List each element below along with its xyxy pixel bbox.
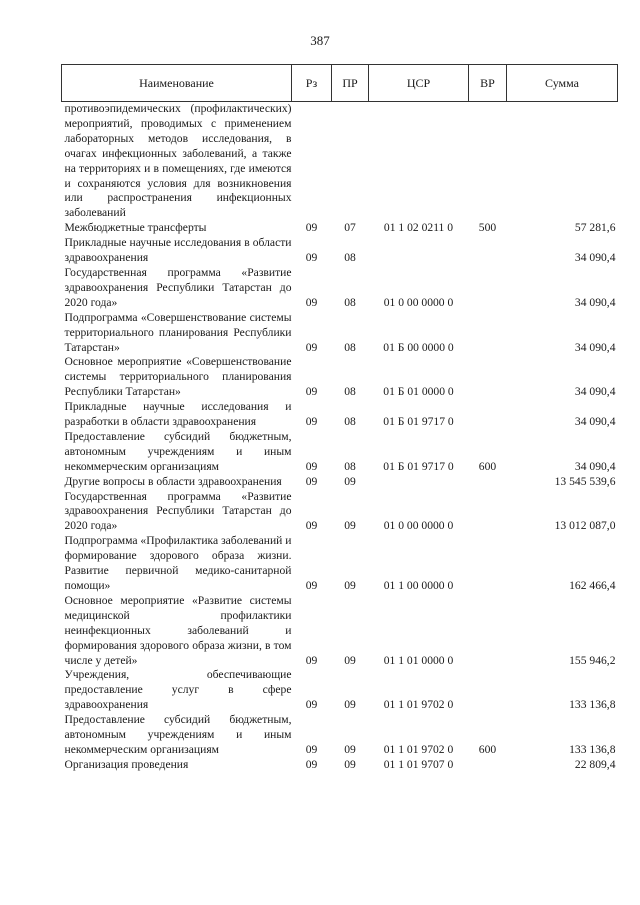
row-sum: 22 809,4: [574, 757, 616, 771]
row-csr: 01 Б 00 0000 0: [383, 340, 454, 354]
row-pr: 09: [344, 579, 356, 592]
row-rz: 09: [305, 742, 318, 756]
row-sum: 13 545 539,6: [554, 474, 616, 488]
row-name: Подпрограмма «Совершенствование системы территориального планирования Республики Татарстан»: [64, 310, 292, 354]
row-pr: 09: [344, 698, 356, 712]
row-name: Основное мероприятие «Совершенствование системы территориального планирования Республики Татарстан»: [64, 355, 292, 399]
row-vr: [469, 534, 507, 594]
row-rz: 09: [305, 698, 318, 712]
row-vr: [469, 668, 507, 713]
table-row: [62, 430, 618, 475]
table-row: [62, 713, 618, 758]
row-name: противоэпидемических (профилактических) мероприятий, проводимых с применением лабораторных методов исследования, в очагах инфекционных заболеваний, а также на территориях и в помещениях, где имеются и сохраняются условия для возникновения или распространения инфекционных заболеваний: [64, 102, 292, 220]
row-rz: [292, 102, 332, 222]
row-vr: [469, 355, 507, 400]
row-rz: 09: [305, 340, 318, 354]
row-pr: 09: [344, 742, 356, 756]
table-row: [62, 594, 618, 669]
row-sum: [507, 102, 618, 222]
row-rz: 09: [305, 295, 318, 309]
row-sum: 155 946,2: [569, 653, 616, 667]
row-name: Организация проведения: [64, 757, 189, 771]
row-rz: 09: [305, 251, 318, 265]
row-rz: 09: [305, 474, 318, 488]
table-row: [62, 236, 618, 266]
row-sum: 133 136,8: [569, 698, 616, 712]
row-vr: 600: [478, 742, 497, 756]
table-row: [62, 102, 618, 222]
row-name: Государственная программа «Развитие здравоохранения Республики Татарстан до 2020 года»: [64, 265, 292, 309]
row-pr: 08: [344, 251, 356, 265]
table-row: [62, 490, 618, 535]
row-vr: 500: [478, 221, 497, 235]
row-sum: 133 136,8: [569, 742, 616, 756]
row-csr: 01 Б 01 9717 0: [383, 415, 454, 429]
row-csr: 01 0 00 0000 0: [383, 295, 454, 309]
row-csr: [369, 475, 469, 490]
header-sum: Сумма: [507, 65, 618, 102]
header-rz: Рз: [292, 65, 332, 102]
table-body: [62, 102, 618, 773]
row-csr: 01 1 00 0000 0: [383, 579, 454, 592]
row-name: Государственная программа «Развитие здравоохранения Республики Татарстан до 2020 года»: [64, 489, 292, 533]
row-rz: 09: [305, 653, 318, 667]
row-csr: 01 1 01 9702 0: [383, 698, 454, 712]
row-csr: 01 1 01 9702 0: [383, 742, 454, 756]
row-name: Прикладные научные исследования и разработки в области здравоохранения: [64, 400, 292, 429]
row-vr: [469, 758, 507, 773]
row-csr: 01 Б 01 9717 0: [383, 459, 454, 473]
row-vr: [469, 490, 507, 535]
table-row: [62, 311, 618, 356]
table-row: [62, 534, 618, 594]
row-rz: 09: [305, 385, 318, 399]
row-name: Другие вопросы в области здравоохранения: [64, 474, 282, 488]
row-csr: 01 0 00 0000 0: [383, 519, 454, 533]
row-rz: 09: [305, 519, 318, 533]
row-sum: 34 090,4: [574, 459, 616, 473]
table-row: [62, 400, 618, 430]
row-name: Подпрограмма «Профилактика заболеваний и формирование здорового образа жизни. Развитие первичной медико-санитарной помощи»: [64, 534, 292, 592]
header-vr: ВР: [469, 65, 507, 102]
row-vr: [469, 400, 507, 430]
row-rz: 09: [305, 221, 318, 235]
row-vr: [469, 311, 507, 356]
row-vr: [469, 475, 507, 490]
table-row: [62, 221, 618, 236]
row-sum: 34 090,4: [574, 251, 616, 265]
row-csr: 01 1 01 0000 0: [383, 653, 454, 667]
row-name: Основное мероприятие «Развитие системы медицинской профилактики неинфекционных заболеваний и формирования здорового образа жизни, в том числе у детей»: [64, 593, 292, 667]
row-pr: 08: [344, 340, 356, 354]
row-sum: 162 466,4: [569, 579, 616, 592]
row-vr: [469, 266, 507, 311]
table-row: [62, 355, 618, 400]
row-sum: 13 012 087,0: [554, 519, 616, 533]
row-csr: 01 1 01 9707 0: [383, 757, 454, 771]
row-name: Предоставление субсидий бюджетным, автономным учреждениям и иным некоммерческим организациям: [64, 429, 292, 473]
row-csr: [369, 236, 469, 266]
row-rz: 09: [305, 459, 318, 473]
row-sum: 34 090,4: [574, 385, 616, 399]
page-number: 387: [310, 33, 330, 48]
row-vr: [469, 594, 507, 669]
row-csr: 01 1 02 0211 0: [383, 221, 454, 235]
row-pr: 09: [344, 474, 356, 488]
row-csr: [369, 102, 469, 222]
row-pr: 08: [344, 385, 356, 399]
row-vr: [469, 102, 507, 222]
row-name: Межбюджетные трансферты: [64, 221, 207, 235]
table-row: [62, 475, 618, 490]
row-rz: 09: [305, 415, 318, 429]
row-pr: 08: [344, 459, 356, 473]
row-pr: [332, 102, 369, 222]
row-name: Учреждения, обеспечивающие предоставление услуг в сфере здравоохранения: [64, 668, 292, 712]
table-row: [62, 758, 618, 773]
row-sum: 57 281,6: [574, 221, 616, 235]
row-vr: [469, 236, 507, 266]
header-name: Наименование: [62, 65, 292, 102]
row-name: Прикладные научные исследования в области здравоохранения: [64, 236, 292, 265]
row-pr: 09: [344, 757, 356, 771]
row-sum: 34 090,4: [574, 340, 616, 354]
table-row: [62, 266, 618, 311]
row-csr: 01 Б 01 0000 0: [383, 385, 454, 399]
row-pr: 09: [344, 653, 356, 667]
row-rz: 09: [305, 757, 318, 771]
row-vr: 600: [478, 459, 497, 473]
table-row: [62, 668, 618, 713]
row-pr: 08: [344, 295, 356, 309]
row-name: Предоставление субсидий бюджетным, автономным учреждениям и иным некоммерческим организациям: [64, 713, 292, 756]
row-rz: 09: [305, 579, 318, 592]
header-pr: ПР: [332, 65, 369, 102]
header-csr: ЦСР: [369, 65, 469, 102]
row-pr: 08: [344, 415, 356, 429]
row-sum: 34 090,4: [574, 295, 616, 309]
table-header: [62, 65, 618, 102]
row-pr: 09: [344, 519, 356, 533]
row-sum: 34 090,4: [574, 415, 616, 429]
row-pr: 07: [344, 221, 356, 235]
budget-table: [61, 64, 618, 773]
